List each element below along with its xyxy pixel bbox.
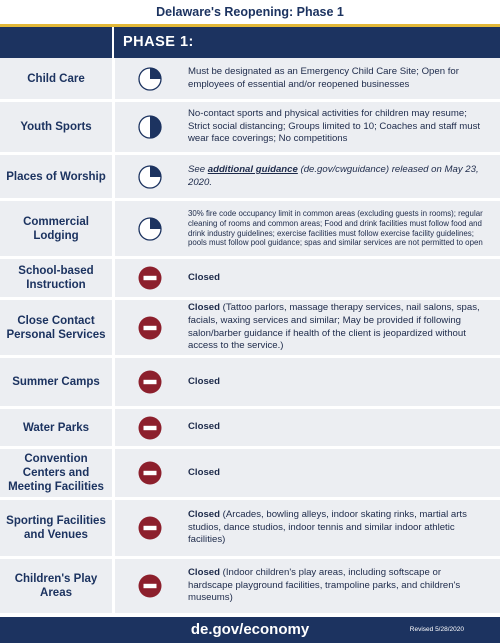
row-category: Youth Sports bbox=[20, 121, 92, 133]
pie-quarter-icon bbox=[136, 215, 164, 243]
table-row bbox=[0, 358, 500, 409]
table-row bbox=[0, 58, 500, 102]
pie-quarter-icon bbox=[136, 163, 164, 191]
row-description: Closed bbox=[188, 375, 220, 387]
row-category: Convention Centers and Meeting Facilities bbox=[8, 453, 104, 493]
table-row bbox=[0, 559, 500, 613]
pie-quarter-icon bbox=[136, 65, 164, 93]
table-row bbox=[0, 102, 500, 155]
closed-icon bbox=[136, 414, 164, 442]
table-row bbox=[0, 409, 500, 449]
column-divider bbox=[112, 300, 115, 355]
column-divider bbox=[112, 559, 115, 613]
column-divider bbox=[112, 259, 115, 297]
table-row bbox=[0, 259, 500, 300]
closed-icon bbox=[136, 572, 164, 600]
row-description: Closed bbox=[188, 466, 220, 478]
footer-site-link[interactable]: de.gov/economy bbox=[190, 621, 310, 638]
revised-date: Revised 5/28/2020 bbox=[409, 626, 464, 633]
footer-bar bbox=[0, 617, 500, 643]
row-description: Closed (Indoor children's play areas, including softscape or hardscape playground facilities, trampoline parks, and children's museums) bbox=[188, 567, 461, 604]
closed-icon bbox=[136, 459, 164, 487]
row-category: Water Parks bbox=[22, 421, 90, 434]
row-category: School-based Instruction bbox=[18, 265, 94, 291]
phase-header bbox=[0, 27, 500, 58]
column-divider bbox=[112, 449, 115, 497]
table-row bbox=[0, 300, 500, 358]
row-category: Commercial Lodging bbox=[23, 215, 89, 242]
phase-label: PHASE 1: bbox=[123, 34, 194, 50]
row-category: Sporting Facilities and Venues bbox=[6, 515, 106, 541]
closed-icon bbox=[136, 368, 164, 396]
row-description: Closed bbox=[188, 421, 220, 433]
row-category: Child Care bbox=[27, 72, 85, 85]
row-description: Closed (Tattoo parlors, massage therapy services, nail salons, spas, facials, waxing services and similar; May be provided if following salon/barber guidance if health of the client is jeopardized without access to the service.) bbox=[188, 302, 480, 352]
document-title: Delaware's Reopening: Phase 1 bbox=[0, 0, 500, 24]
row-description: No-contact sports and physical activities for children may resume; Strict social distancing; Groups limited to 10; Coaches and staff must wear face coverings; No competitions bbox=[188, 108, 481, 145]
column-divider bbox=[112, 358, 115, 406]
column-divider bbox=[112, 409, 115, 446]
row-category: Close Contact Personal Services bbox=[6, 314, 106, 341]
row-description: Closed (Arcades, bowling alleys, indoor skating rinks, martial arts studios, dance studios, indoor tennis and similar indoor athletic facilities) bbox=[188, 509, 467, 546]
closed-icon bbox=[136, 514, 164, 542]
additional-guidance-link[interactable]: additional guidance bbox=[207, 163, 298, 175]
table-row bbox=[0, 201, 500, 259]
column-divider bbox=[112, 155, 115, 198]
column-divider bbox=[112, 102, 115, 152]
pie-half-icon bbox=[136, 113, 164, 141]
column-divider bbox=[112, 58, 115, 99]
table-row bbox=[0, 155, 500, 201]
closed-icon bbox=[136, 314, 164, 342]
row-category: Children's Play Areas bbox=[14, 573, 98, 599]
row-description: Must be designated as an Emergency Child Care Site; Open for employees of essential and/or reopened businesses bbox=[188, 65, 459, 90]
row-category: Places of Worship bbox=[6, 170, 106, 183]
guidance-table bbox=[0, 58, 500, 613]
row-description: Closed bbox=[188, 271, 220, 283]
row-description: See additional guidance (de.gov/cwguidance) released on May 23, 2020. bbox=[188, 163, 479, 188]
phase-header-divider bbox=[112, 27, 114, 58]
closed-icon bbox=[136, 264, 164, 292]
table-row bbox=[0, 500, 500, 559]
table-row bbox=[0, 449, 500, 500]
phase-header-blank bbox=[0, 27, 112, 58]
row-description: 30% fire code occupancy limit in common areas (excluding guests in rooms); regular cleaning of rooms and common areas; Food and drink facilities must follow food and drink industry guidelines; exercise facilities must follow exercise facility guidelines; pools must follow pool guidance; spas and similar services are not permitted to open bbox=[188, 208, 483, 248]
column-divider bbox=[112, 500, 115, 556]
column-divider bbox=[112, 201, 115, 256]
row-category: Summer Camps bbox=[12, 376, 100, 388]
